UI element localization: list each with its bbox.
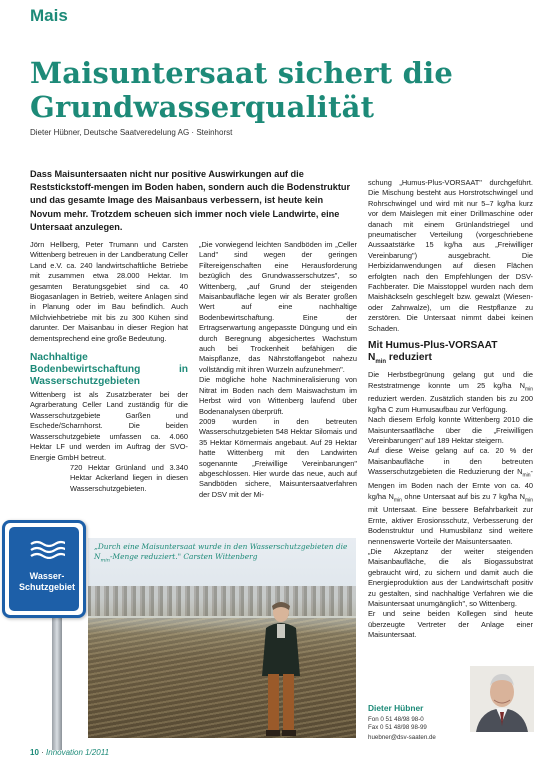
subheading: Nachhaltige Bodenbewirtschaftung in Wasserschutzgebieten (30, 352, 188, 388)
footer-separator: · (41, 748, 47, 757)
subscript: min (522, 472, 531, 479)
water-waves-icon (29, 539, 65, 559)
paragraph (368, 446, 533, 547)
sign-panel (9, 527, 79, 611)
caption-text: „Durch eine Maisuntersaat wurde in den Wasserschutzgebieten die N (94, 542, 348, 561)
portrait-figure (470, 666, 534, 732)
paragraph: Wittenberg ist als Zusatzberater bei der Agrarberatung Celler Land zuständig für die Wasserschutzgebiete Garßen und Eschede/Scharnhorst. Die beiden Wasserschutzgebiete umfassen ca. 4.060 Hektar LF und werden im Auftrag der SVO-Energie GmbH betreut. (30, 390, 188, 462)
contact-fax: Fax 0 51 48/98 98-99 (368, 724, 427, 731)
field-ground (88, 618, 356, 738)
paragraph: 2009 wurden in den betreuten Wasserschutzgebieten 548 Hektar Silomais und 35 Hektar Körnermais angebaut. Auf 29 Hektar hatte Wittenberg mit den Landwirten sogenannte „Freiwillige Vereinbarungen" abgeschlossen. Hier wurde das neue, auch auf Sandböden sichere, Maisuntersaatverfahren der DSV mit der Mi- (199, 416, 357, 499)
text: Die Herbstbegrünung gelang gut und die Reststratmenge konnte um 25 kg/ha N (368, 370, 533, 390)
caption-text: -Menge reduziert." Carsten Wittenberg (110, 552, 258, 561)
tree-line (88, 586, 356, 616)
paragraph: Die mögliche hohe Nachmineralisierung von Nitrat im Boden nach dem Maiswachstum im Herbst wird von Wittenberg laufend über Bodenanalysen überprüft. (199, 375, 357, 416)
section-kicker: Mais (30, 6, 68, 25)
paragraph: 720 Hektar Grünland und 3.340 Hektar Ackerland liegen in diesen Wasserschutzgebieten. (70, 462, 188, 493)
publication-name: Innovation 1/2011 (46, 748, 110, 757)
subscript: min (524, 386, 533, 392)
paragraph: schung „Humus-Plus-VORSAAT" durchgeführt. Die Mischung besteht aus Horstrotschwingel und Rohrschwingel und wird mit nur 5–7 kg/ha kurz vor dem Maislegen mit einer Drillmaschine oder danach mit einem Grünlandstriegel und pneumatischer Verteilung (vorgeschriebene Aussaatstärke 15 kg/ha aus „Freiwilliger Vereinbarung") ausgebracht. Die Herbizidanwendungen auf diesen Flächen erfolgten nach den Empfehlungen der DSV-Fachberater. Die Maisstoppel wurden nach dem Maishäckseln geschlegelt bzw. gewalzt (Wiesen- oder Zahnwalze), um die Restpflanze zu zerstören. Die Untersaat nimmt dabei keinen Schaden. (368, 178, 533, 333)
article-lead: Dass Maisuntersaaten nicht nur positive Auswirkungen auf die Reststickstoff-mengen im Boden haben, sondern auch die Bodenstruktur und das gesamte Image des Maisanbaus verbessern, ist heute kein Novum mehr. Trotzdem scheuen sich immer noch viele Landwirte, eine Untersaat anzulegen. (30, 169, 351, 232)
paragraph: Nach diesem Erfolg konnte Wittenberg 2010 die Maisuntersaatfläche über die „Freiwilligen Vereinbarungen" auf 189 Hektar steigern. (368, 415, 533, 446)
contact-name: Dieter Hübner (368, 703, 424, 713)
subheading-text: reduziert (386, 352, 432, 364)
text: mit Untersaat. Eine bessere Befahrbarkeit zur Ernte, aktiver Erosionsschutz, Verbesserung der Bodenstruktur und Humusbilanz sind weitere nennenswerte Vorteile der Maisuntersaaten. (368, 505, 533, 546)
sign-text-line: Wasser- (29, 571, 65, 581)
article-headline (30, 56, 540, 124)
text-column-3 (368, 178, 533, 641)
field-photo (88, 538, 356, 738)
text-column-1 (30, 240, 188, 494)
page-footer (30, 748, 109, 757)
person-figure (258, 598, 304, 738)
author-portrait (470, 666, 534, 732)
subscript: min (524, 497, 533, 503)
subscript: min (100, 557, 111, 564)
paragraph: „Die vorwiegend leichten Sandböden im „Celler Land" sind wegen der geringen Filtereigenschaften eine Herausforderung bezüglich des Grundwasserschutzes", so Wittenberg, „auf Grund der steigenden Maisanbaufläche legen wir als Berater großen Wert auf eine nachhaltige Bodenbewirtschaftung. Eine der Ertragserwartung angepasste Düngung und ein durch Beregnung abgesichertes Wachstum auch bei Trockenheit befähigen die Maispflanze, das Nährstoffangebot nahezu vollständig mit ihren Wurzeln aufzunehmen". (199, 240, 357, 374)
page-number: 10 (30, 748, 39, 757)
headline-line-1: Maisuntersaat sichert die (30, 56, 453, 90)
subheading (368, 340, 533, 368)
text: Auf diese Weise gelang auf ca. 20 % der Maisanbaufläche in den betreuten Wasserschutzgebieten die Reduzierung der N (368, 446, 533, 477)
subscript: min (393, 497, 402, 503)
text: reduziert werden. Zusätzlich standen bis zu 200 kg/ha C zum Humusaufbau zur Verfügung. (368, 394, 533, 414)
sign-text-line: Schutzgebiet (18, 582, 75, 592)
subheading-text: Mit Humus-Plus-VORSAAT (368, 340, 498, 352)
paragraph: Jörn Hellberg, Peter Trumann und Carsten Wittenberg betreuen in der Landberatung Celler Land e.V. ca. 240 landwirtschaftliche Betriebe mit zusammen etwa 28.000 Hektar. Im gesamten Beratungsgebiet sind ca. 40 Biogasanlagen in Betrieb, weitere Anlagen sind in Planung oder im Bau befindlich. Auch Milchviehbetriebe mit bis zu 300 Kühen sind darunter. Der Maisanbau in dieser Region hat dementsprechend eine große Bedeutung. (30, 240, 188, 343)
article-author: Dieter Hübner, Deutsche Saatveredelung AG · Steinhorst (30, 128, 233, 137)
text: ohne Untersaat auf bis zu 7 kg/ha N (401, 491, 525, 501)
headline-line-2: Grundwasserqualität (30, 90, 375, 124)
photo-caption (94, 542, 349, 565)
subscript: min (375, 359, 387, 366)
contact-fon: Fon 0 51 48/98 98-0 (368, 716, 424, 723)
text-column-2 (199, 240, 357, 500)
water-protection-sign (2, 520, 86, 618)
contact-email[interactable]: huebner@dsv-saaten.de (368, 734, 436, 741)
subheading-text: N (368, 352, 376, 364)
paragraph (368, 370, 533, 415)
text: -Mengen im Boden nach der Ernte von ca. 40 kg/ha N (368, 467, 533, 501)
paragraph: „Die Akzeptanz der weiter steigenden Maisanbaufläche, die als Biogassubstrat gebraucht wird, zu sichern und damit auch die Energieproduktion aus der Landwirtschaft positiv zu gestalten, sind nachhaltige Verfahren wie die Maisuntersaat unumgänglich", so Wittenberg. (368, 547, 533, 609)
sign-text (13, 571, 81, 593)
paragraph: Er und seine beiden Kollegen sind heute überzeugte Vertreter der Anlage einer Maisuntersaat. (368, 609, 533, 640)
